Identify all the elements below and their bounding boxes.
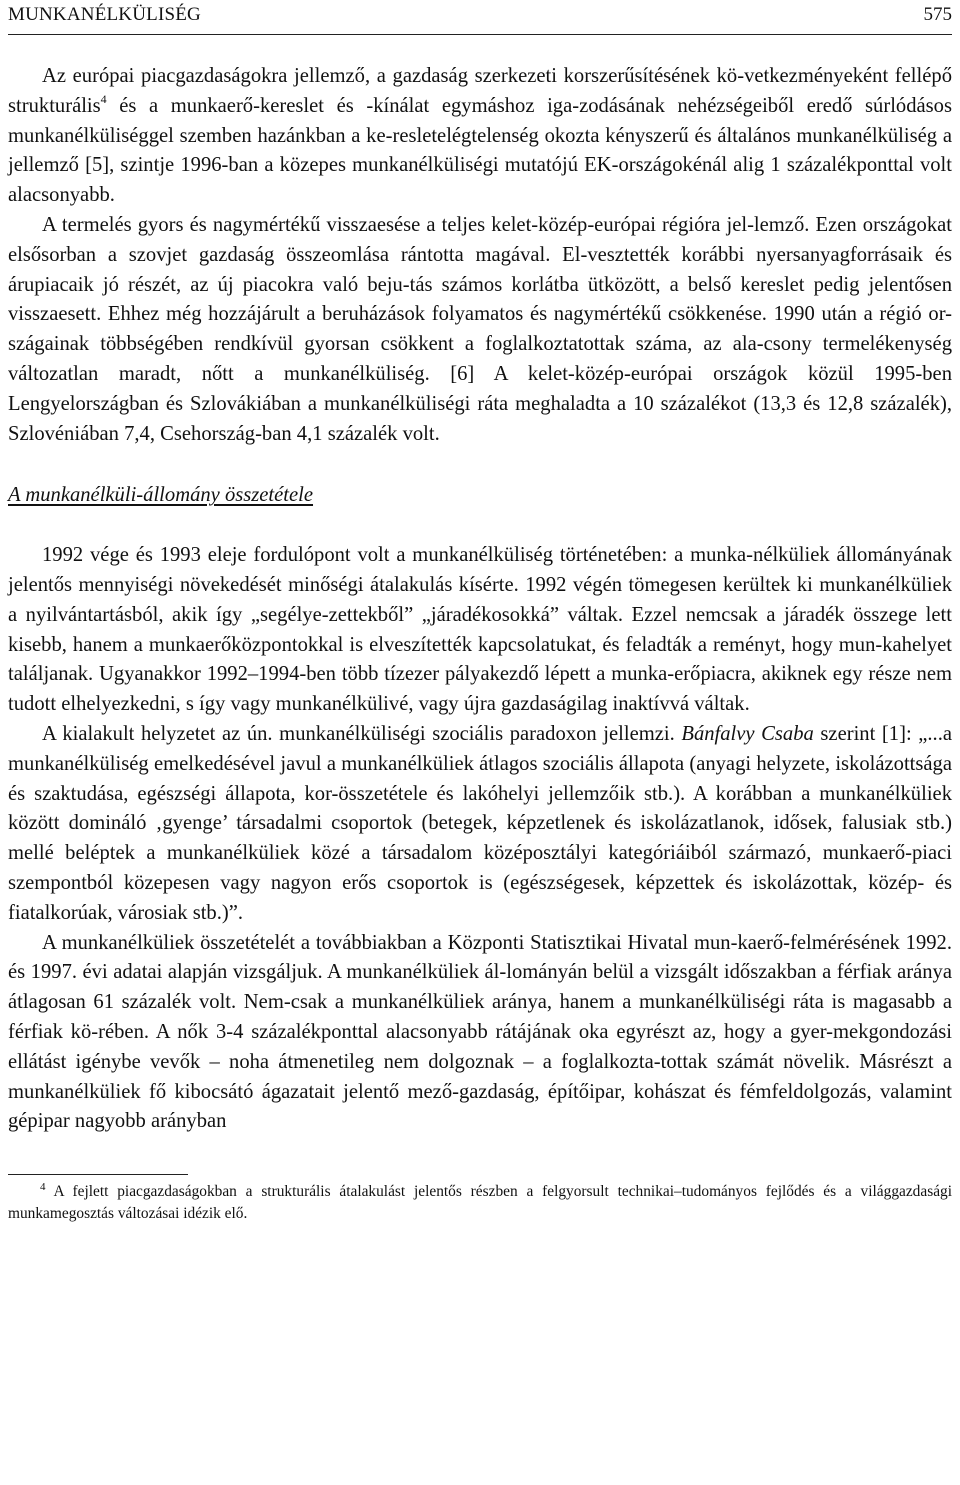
paragraph-1 xyxy=(8,62,952,211)
paragraph-1-text: Az európai piacgazdaságokra jellemző, a gazdaság szerkezeti korszerűsítésének kö-vetkezményeként fellépő strukturális xyxy=(8,65,952,117)
paragraph-2: A termelés gyors és nagymértékű visszaesése a teljes kelet-közép-európai régióra jel-lemző. Ezen országokat elsősorban a szovjet gazdaság összeomlása rántotta magával. El-vesztették korábbi nyersanyagforrásaik és árupiacaik jó részét, az új piacokra való beju-tás számos korlátba ütközött, a belső kereslet pedig jelentősen visszaesett. Ehhez még hozzájárult a beruházások folyamatos és nagymértékű csökkenése. 1990 után a régió or-szágainak többségében rendkívül gyorsan csökkent a foglalkoztatottak száma, az ala-csony termelékenység változatlan maradt, nőtt a munkanélküliség. [6] A kelet-közép-európai országok közül 1995-ben Lengyelországban és Szlovákiában a munkanélküliségi ráta meghaladta a 10 százalékot (13,3 és 12,8 százalék), Szlovéniában 7,4, Csehország-ban 4,1 százalék volt. xyxy=(8,213,952,445)
section-heading: A munkanélküli-állomány összetétele xyxy=(8,484,314,507)
footnote xyxy=(8,1181,952,1224)
paragraph-4-text: A kialakult helyzetet az ún. munkanélküliségi szociális paradoxon jellemzi. xyxy=(42,722,682,745)
paragraph-1-text-cont: és a munkaerő-kereslet és -kínálat egymáshoz iga-zodásának nehézségeiből eredő súrlódásos munkanélküliséggel szemben hazánkban a ke-resletelégtelenség okozta kényszerű és általános munkanélküliség a jellemző [5], szintje 1996-ban a közepes munkanélküliségi mutatójú EK-országokénál alig 1 százalékponttal volt alacsonyabb. xyxy=(8,94,952,207)
paragraph-5: A munkanélküliek összetételét a továbbiakban a Központi Statisztikai Hivatal mun-kaerő-felmérésének 1992. és 1997. évi adatai alapján vizsgáljuk. A munkanélküliek ál-lományán belül a vizsgált időszakban a férfiak aránya átlagosan 61 százalék volt. Nem-csak a munkanélküliek aránya, hanem a munkanélküliségi ráta is magasabb a férfiak kö-rében. A nők 3-4 százalékponttal alacsonyabb rátájának oka egyrészt az, hogy a gyer-mekgondozási ellátást igénybe vevők – noha átmenetileg nem dolgoznak – a foglalkozta-tottak számát növelik. Másrészt a munkanélküliek fő kibocsátó ágazatait jelentő mező-gazdaság, építőipar, kohászat és fémfeldolgozás, valamint gépipar nagyobb arányban xyxy=(8,931,952,1133)
paragraph-3: 1992 vége és 1993 eleje fordulópont volt a munkanélküliség történetében: a munka-nélküliek állományának jelentős mennyiségi növekedését minőségi átalakulás kísérte. 1992 végén tömegesen kerültek ki munkanélküliek a nyilvántartásból, akik így „segélye-zettekből” „járadékosokká” váltak. Ezzel nemcsak a járadék összege lett kisebb, hanem a munkaerőközpontokkal is elveszítették kapcsolatukat, és feladták a reményt, hogy mun-kahelyet találjanak. Ugyanakkor 1992–1994-ben több tízezer pályakezdő lépett a munka-erőpiacra, akiknek egy része nem tudott elhelyezkedni, s így vagy munkanélkülivé, vagy újra gazdaságilag inaktívvá váltak. xyxy=(8,544,952,716)
footnote-mark: 4 xyxy=(40,1181,46,1194)
footnote-reference: 4 xyxy=(100,91,107,106)
document-page xyxy=(8,0,952,1224)
cited-author: Bánfalvy Csaba xyxy=(681,722,814,745)
paragraph-4-text-cont: szerint [1]: „...a munkanélküliség emelkedésével javul a munkanélküliek átlagos szociális állapota (anyagi helyzete, iskolázottsága és szaktudása, egészségi állapota, kor-összetétele és lakóhelyi jellemzőik stb.). A korábban a munkanélküliek között domináló ‚gyenge’ társadalmi csoportok (betegek, képzetlenek és iskolázatlanok, idősek, falusiak stb.) mellé beléptek a munkanélküliek közé a társadalom középosztályi kategóriáiból származó, munkaerő-piaci szempontból közepesen vagy nagyon erős csoportok is (egészségesek, képzettek és iskolázottak, közép- és fiatalkorúak, városiak stb.)”. xyxy=(8,722,952,924)
main-text xyxy=(8,62,952,1137)
running-head xyxy=(8,0,952,35)
running-title: MUNKANÉLKÜLISÉG xyxy=(8,4,201,25)
footnote-text: A fejlett piacgazdaságokban a strukturális átalakulást jelentős részben a felgyorsult technikai–tudományos fejlődés és a világgazdasági munkamegosztás változásai idézik elő. xyxy=(8,1183,952,1222)
footnote-divider xyxy=(8,1174,188,1175)
page-number: 575 xyxy=(923,4,952,25)
paragraph-4 xyxy=(8,720,952,929)
